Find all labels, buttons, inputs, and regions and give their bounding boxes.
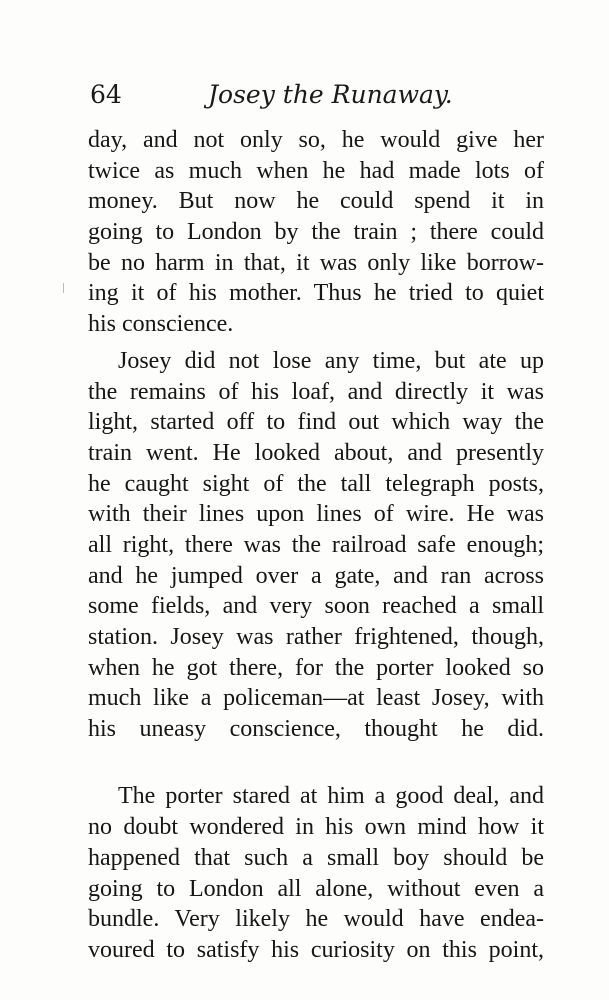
text-line: no doubt wondered in his own mind how it	[88, 814, 544, 841]
page-header	[90, 76, 550, 116]
text-line: the remains of his loaf, and directly it was	[88, 378, 544, 405]
text-line: he caught sight of the tall telegraph posts,	[88, 470, 544, 497]
text-line: The porter stared at him a good deal, and	[118, 783, 544, 810]
text-line: money. But now he could spend it in	[88, 188, 544, 215]
text-line: light, started off to find out which way the	[88, 409, 544, 436]
text-line: voured to satisfy his curiosity on this point,	[88, 936, 544, 963]
text-line	[88, 745, 544, 776]
text-line: his conscience.	[88, 311, 234, 338]
text-line: with their lines upon lines of wire. He was	[88, 501, 544, 528]
print-speck	[63, 283, 64, 293]
text-line: all right, there was the railroad safe enough;	[88, 531, 544, 558]
page-number: 64	[90, 80, 122, 109]
text-line: Josey did not lose any time, but ate up	[118, 347, 544, 374]
text-line: station. Josey was rather frightened, though,	[88, 624, 544, 650]
text-line: happened that such a small boy should be	[88, 844, 544, 871]
text-line: much like a policeman—at least Josey, with	[88, 685, 544, 712]
text-line: bundle. Very likely he would have endea-	[88, 906, 544, 933]
text-line: day, and not only so, he would give her	[88, 127, 544, 153]
text-line: his uneasy conscience, thought he did.	[88, 716, 544, 743]
text-line: some fields, and very soon reached a small	[88, 593, 544, 620]
running-title: Josey the Runaway.	[208, 80, 453, 109]
text-line: ing it of his mother. Thus he tried to quiet	[88, 280, 544, 307]
body-text	[88, 125, 544, 966]
text-line: be no harm in that, it was only like borrow-	[88, 249, 544, 276]
text-line: twice as much when he had made lots of	[88, 157, 544, 184]
text-line: when he got there, for the porter looked so	[88, 654, 544, 681]
text-line: train went. He looked about, and presently	[88, 439, 544, 466]
text-line: going to London all alone, without even a	[88, 875, 544, 902]
text-line: and he jumped over a gate, and ran across	[88, 562, 544, 589]
text-line: going to London by the train ; there could	[88, 219, 544, 246]
